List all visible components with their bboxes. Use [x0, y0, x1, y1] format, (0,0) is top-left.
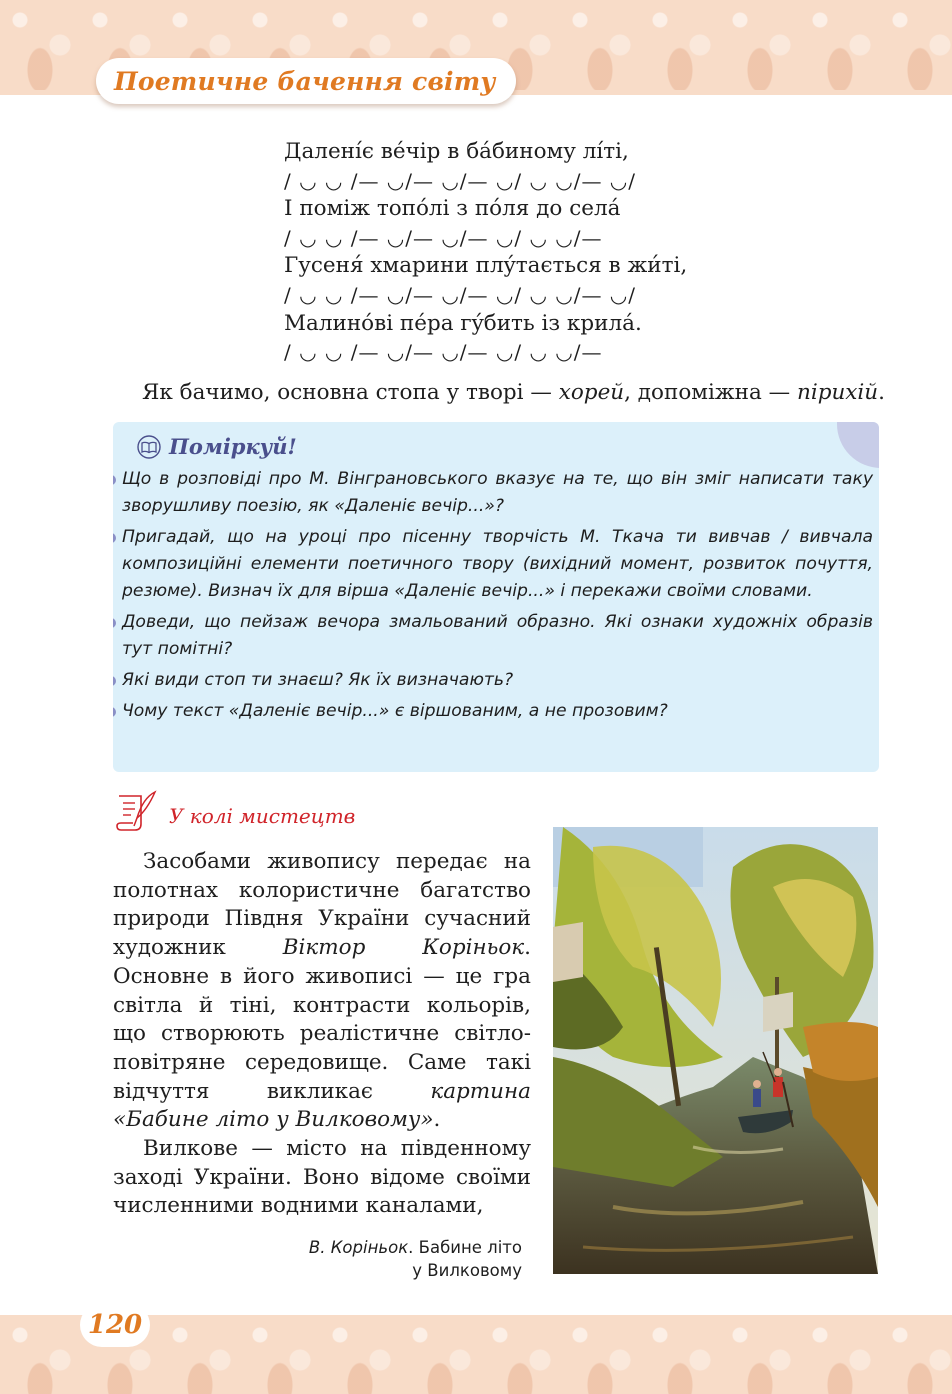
poem-line: Даленíє вéчір в бáбиному лíті,	[284, 139, 629, 164]
list-item	[113, 524, 873, 605]
arts-paragraph	[113, 848, 531, 1135]
list-item	[113, 667, 873, 694]
think-box-title: Поміркуй!	[169, 434, 297, 459]
list-item	[113, 466, 873, 520]
bullet-dot	[113, 618, 116, 628]
arts-section-header	[113, 788, 355, 834]
text-run: Засобами живопису передає на полотнах колористичне багатство природи Півдня України сучасний художник	[113, 849, 531, 961]
poem-line: Гусеня́ хмарини плýтається в жи́ті,	[284, 253, 688, 279]
artist-name: Віктор Коріньок	[282, 935, 525, 961]
poem-excerpt	[284, 138, 687, 367]
meter-conclusion	[112, 378, 885, 408]
page-number: 120	[87, 1310, 143, 1340]
page-number-badge	[80, 1303, 150, 1347]
term-pirykhii: пірихій	[796, 380, 879, 405]
arts-paragraph: Вилкове — місто на південному заході України. Воно відоме своїми численними водними каналами,	[113, 1136, 531, 1219]
conclusion-prefix: Як бачимо, основна стопа у творі —	[142, 380, 559, 405]
term-khorei: хорей	[558, 380, 625, 405]
question-text: Чому текст «Даленіє вечір...» є віршованим, а не прозовим?	[122, 701, 668, 721]
conclusion-middle: , допоміжна —	[624, 380, 797, 405]
bullet-dot	[113, 475, 116, 485]
text-run: .	[433, 1107, 441, 1133]
conclusion-suffix: .	[878, 380, 885, 405]
chapter-tab	[96, 58, 516, 104]
question-text: Пригадай, що на уроці про пісенну творчість М. Ткача ти вивчав / вивчала композиційні елементи поетичного твору (вихідний момент, розвиток почуття, резюме). Визнач їх для вірша «Даленіє вечір...» і перекажи своїми словами.	[122, 527, 873, 601]
caption-author: В. Коріньок	[308, 1238, 409, 1257]
bullet-dot	[113, 533, 116, 543]
open-book-icon	[135, 435, 163, 459]
list-item	[113, 609, 873, 663]
meter-scheme: / ◡ ◡ /— ◡/— ◡/— ◡/ ◡ ◡/— ◡/	[284, 282, 636, 307]
bullet-dot	[113, 707, 116, 717]
question-list	[113, 466, 873, 729]
arts-section-title: У колі мистецтв	[169, 804, 356, 828]
think-box	[113, 422, 879, 772]
caption-title-part: . Бабине літо	[408, 1238, 522, 1257]
question-text: Доведи, що пейзаж вечора змальований образно. Які ознаки художніх образів тут помітні?	[122, 612, 873, 659]
painting-caption	[260, 1236, 522, 1282]
think-box-header	[135, 434, 297, 459]
chapter-title: Поетичне бачення світу	[114, 66, 496, 96]
meter-scheme: / ◡ ◡ /— ◡/— ◡/— ◡/ ◡ ◡/— ◡/	[284, 168, 636, 193]
meter-scheme: / ◡ ◡ /— ◡/— ◡/— ◡/ ◡ ◡/—	[284, 340, 603, 365]
caption-line-2: у Вилковому	[412, 1261, 522, 1280]
poem-line: І поміж топóлі з пóля до селá	[284, 196, 621, 222]
quill-scroll-icon	[113, 788, 159, 834]
painting-illustration	[553, 827, 878, 1274]
caption-line-1	[260, 1236, 522, 1259]
meter-scheme: / ◡ ◡ /— ◡/— ◡/— ◡/ ◡ ◡/—	[284, 225, 603, 250]
text-run: . Основне в його живописі — це гра світла й тіні, контрасти кольорів, що створюють реалістичне світло-повітряне середовище. Саме такі відчуття викликає	[113, 935, 531, 1104]
arts-body	[113, 848, 531, 1221]
question-text: Що в розповіді про М. Вінграновського вказує на те, що він зміг написати таку зворушливу поезію, як «Даленіє вечір...»?	[122, 469, 873, 516]
bullet-dot	[113, 676, 116, 686]
painting-title: картина «Бабине літо у Вилковому»	[113, 1078, 531, 1133]
corner-decoration	[837, 422, 879, 468]
list-item	[113, 698, 873, 725]
question-text: Які види стоп ти знаєш? Як їх визначають?	[122, 670, 514, 690]
poem-line: Малинóві пéра гýбить із крилá.	[284, 310, 642, 336]
